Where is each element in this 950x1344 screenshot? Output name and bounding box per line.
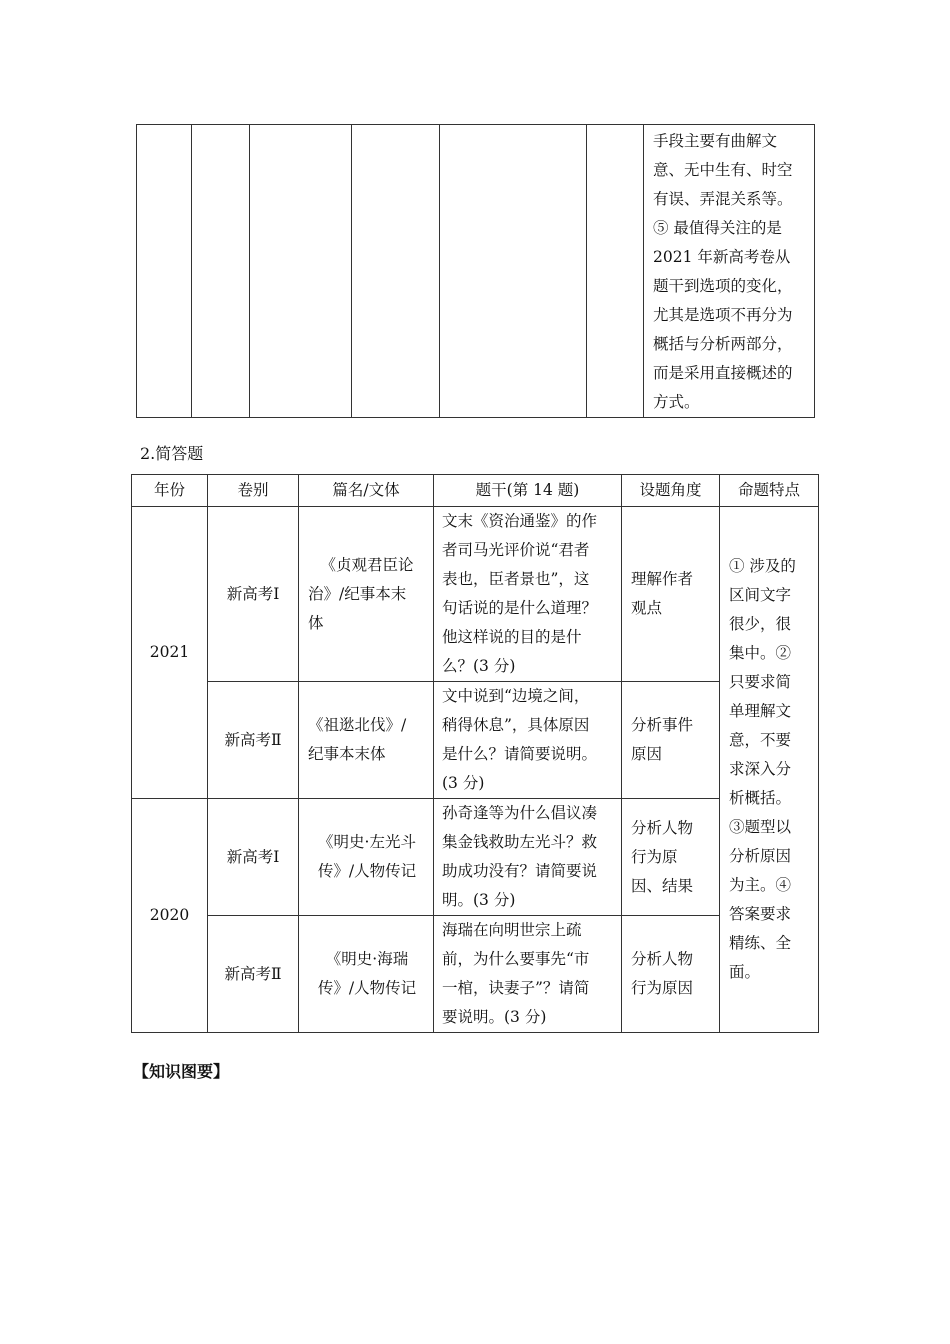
continuation-table (136, 124, 815, 418)
angle-line: 分析人物 (631, 818, 694, 837)
note-line: ⑤ 最值得关注的是 (653, 219, 782, 237)
angle-cell (622, 799, 720, 916)
title-line: 《明史·左光斗 (318, 833, 416, 851)
section-title: 2.简答题 (140, 444, 204, 463)
paper-cell: 新高考Ⅱ (208, 682, 299, 799)
stem-line: 表也，臣者景也”，这 (442, 570, 590, 588)
feature-line: 很少，很 (729, 615, 792, 633)
table-row (132, 916, 819, 1033)
stem-cell (434, 916, 622, 1033)
feature-note-cell (644, 125, 815, 418)
feature-line: ① 涉及的 (729, 557, 796, 575)
note-line: 而是采用直接概述的 (653, 364, 793, 382)
short-answer-table (131, 474, 819, 1033)
empty-cell (440, 125, 587, 418)
empty-cell (192, 125, 250, 418)
stem-line: 句话说的是什么道理？ (442, 599, 598, 617)
angle-line: 分析事件 (631, 716, 694, 734)
feature-line: 精练、全 (729, 934, 792, 952)
stem-line: 集金钱救助左光斗？救 (442, 833, 598, 851)
angle-cell (622, 682, 720, 799)
feature-line: 面。 (729, 963, 761, 981)
title-cell (299, 799, 434, 916)
stem-line: 前，为什么要事先“市 (442, 950, 590, 968)
stem-line: 海瑞在向明世宗上疏 (442, 921, 582, 939)
note-line: 题干到选项的变化， (653, 277, 793, 295)
angle-line: 理解作者 (631, 570, 694, 588)
stem-line: 文中说到“边境之间， (442, 687, 590, 705)
stem-line: 是什么？请简要说明。 (442, 745, 598, 763)
stem-line: 么？(3 分) (442, 657, 516, 675)
empty-cell (137, 125, 192, 418)
stem-line: 助成功没有？请简要说 (442, 862, 598, 880)
table-row (132, 507, 819, 682)
feature-line: 意，不要 (729, 731, 792, 749)
title-cell (299, 507, 434, 682)
feature-line: ③题型以 (729, 818, 792, 836)
title-line: 体 (308, 613, 324, 632)
feature-line: 答案要求 (729, 905, 792, 923)
angle-line: 观点 (631, 599, 663, 617)
empty-cell (587, 125, 644, 418)
stem-cell (434, 799, 622, 916)
title-cell (299, 916, 434, 1033)
header-stem: 题干(第 14 题) (434, 475, 622, 507)
feature-line: 析概括。 (729, 789, 792, 807)
note-line: 手段主要有曲解文 (653, 132, 778, 150)
table-row (132, 799, 819, 916)
note-line: 方式。 (653, 393, 700, 411)
title-line: 《贞观君臣论 (320, 555, 414, 574)
year-cell: 2020 (132, 799, 208, 1033)
header-paper: 卷别 (208, 475, 299, 507)
paper-cell: 新高考Ⅰ (208, 507, 299, 682)
header-feature: 命题特点 (720, 475, 819, 507)
note-line: 有误、弄混关系等。 (653, 190, 793, 208)
feature-line: 求深入分 (729, 760, 792, 778)
angle-line: 分析人物 (631, 950, 694, 968)
stem-line: 孙奇逢等为什么倡议凑 (442, 804, 598, 822)
note-line: 意、无中生有、时空 (653, 161, 793, 179)
angle-cell (622, 507, 720, 682)
stem-line: (3 分) (442, 774, 485, 792)
angle-line: 行为原因 (631, 979, 694, 997)
paper-cell: 新高考Ⅱ (208, 916, 299, 1033)
knowledge-map-title: 【知识图要】 (133, 1062, 230, 1081)
title-line: 纪事本末体 (308, 745, 386, 763)
table-row (132, 682, 819, 799)
title-line: 《明史·海瑞 (325, 950, 409, 968)
stem-cell (434, 507, 622, 682)
feature-line: 分析原因 (729, 847, 792, 865)
year-cell: 2021 (132, 507, 208, 799)
title-cell (299, 682, 434, 799)
note-line: 概括与分析两部分， (653, 335, 793, 353)
feature-line: 区间文字 (729, 586, 792, 604)
title-line: 《祖逖北伐》/ (308, 716, 407, 734)
stem-line: 者司马光评价说“君者 (442, 541, 590, 559)
stem-cell (434, 682, 622, 799)
feature-line: 集中。② (729, 644, 792, 662)
angle-cell (622, 916, 720, 1033)
header-year: 年份 (132, 475, 208, 507)
title-line: 治》/纪事本末 (308, 584, 407, 603)
feature-line: 单理解文 (729, 702, 792, 720)
angle-line: 行为原 (631, 847, 678, 866)
stem-line: 明。(3 分) (442, 891, 516, 909)
feature-cell (720, 507, 819, 1033)
angle-line: 原因 (631, 745, 663, 763)
title-line: 传》/人物传记 (317, 979, 417, 997)
header-row (132, 475, 819, 507)
header-angle: 设题角度 (622, 475, 720, 507)
empty-cell (352, 125, 440, 418)
feature-line: 为主。④ (729, 876, 792, 894)
empty-cell (250, 125, 352, 418)
note-line: 尤其是选项不再分为 (653, 306, 793, 324)
stem-line: 稍得休息”，具体原因 (442, 716, 590, 734)
title-line: 传》/人物传记 (317, 862, 417, 880)
header-title: 篇名/文体 (299, 475, 434, 507)
stem-line: 一棺，诀妻子”？请简 (442, 979, 590, 997)
feature-line: 只要求简 (729, 673, 792, 691)
angle-line: 因、结果 (631, 876, 694, 895)
stem-line: 要说明。(3 分) (442, 1008, 547, 1026)
paper-cell: 新高考Ⅰ (208, 799, 299, 916)
stem-line: 文末《资治通鉴》的作 (442, 512, 598, 530)
stem-line: 他这样说的目的是什 (442, 628, 582, 646)
note-line: 2021 年新高考卷从 (653, 248, 791, 266)
